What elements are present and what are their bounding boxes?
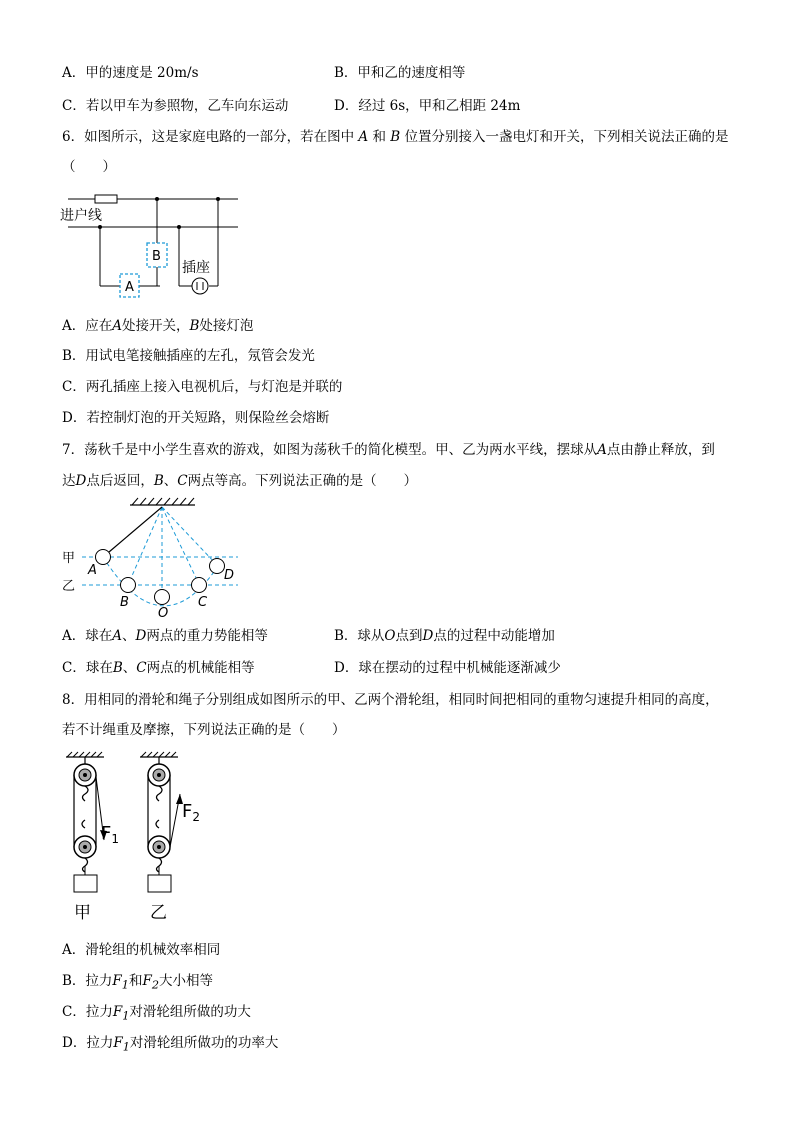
label-point-d: D xyxy=(224,568,235,583)
socket-label: 插座 xyxy=(182,260,210,276)
q6-option-d: D．若控制灯泡的开关短路，则保险丝会熔断 xyxy=(62,410,330,426)
q8-option-a: A．滑轮组的机械效率相同 xyxy=(62,942,221,958)
weight-yi xyxy=(148,875,171,892)
q6-stem: 6．如图所示，这是家庭电路的一部分，若在图中 A 和 B 位置分别接入一盏电灯和开关，下列相关说法正确的是 xyxy=(62,129,729,145)
pulley-jia-label: 甲 xyxy=(74,903,91,923)
label-point-b: B xyxy=(120,595,129,610)
q7-option-a: A．球在A、D两点的重力势能相等 xyxy=(62,628,268,644)
pulley-yi-label: 乙 xyxy=(150,903,167,923)
q6-option-c: C．两孔插座上接入电视机后，与灯泡是并联的 xyxy=(62,379,343,395)
label-point-c: C xyxy=(198,595,208,610)
weight-jia xyxy=(74,875,97,892)
incoming-line-label: 进户线 xyxy=(60,208,102,224)
q8-stem-line1: 8．用相同的滑轮和绳子分别组成如图所示的甲、乙两个滑轮组，相同时间把相同的重物匀速提升相同的高度， xyxy=(62,692,719,708)
label-b: B xyxy=(152,249,161,264)
line-jia-label: 甲 xyxy=(62,551,76,566)
line-yi-label: 乙 xyxy=(62,579,76,594)
q7-stem-line1: 7．荡秋千是中小学生喜欢的游戏，如图为荡秋千的简化模型。甲、乙为两水平线，摆球从A点由静止释放，到 xyxy=(62,442,715,458)
q5-option-b: B．甲和乙的速度相等 xyxy=(334,65,466,81)
force-f1-label: $F_1$ xyxy=(101,823,119,846)
q7-stem-line2: 达D点后返回，B、C两点等高。下列说法正确的是（ ） xyxy=(62,473,418,489)
q6-answer-paren: （ ） xyxy=(62,159,116,175)
q8-option-b: B．拉力$F_1$和$F_2$大小相等 xyxy=(62,973,214,992)
label-point-a: A xyxy=(88,563,97,578)
force-f2-label: $F_2$ xyxy=(182,801,200,824)
q6-option-a: A．应在A处接开关，B处接灯泡 xyxy=(62,318,254,334)
q8-stem-line2: 若不计绳重及摩擦，下列说法正确的是（ ） xyxy=(62,722,346,738)
label-point-o: O xyxy=(158,606,169,621)
q5-option-c: C．若以甲车为参照物，乙车向东运动 xyxy=(62,98,289,114)
q8-option-c: C．拉力$F_1$对滑轮组所做的功大 xyxy=(62,1004,251,1023)
q7-option-b: B．球从O点到D点的过程中动能增加 xyxy=(334,628,555,644)
q7-option-c: C．球在B、C两点的机械能相等 xyxy=(62,660,255,676)
q5-option-a: A．甲的速度是 20m/s xyxy=(62,65,199,81)
q8-option-d: D．拉力$F_1$对滑轮组所做功的功率大 xyxy=(62,1035,279,1054)
q5-option-d: D．经过 6s，甲和乙相距 24m xyxy=(334,98,521,114)
q7-option-d: D．球在摆动的过程中机械能逐渐减少 xyxy=(334,660,561,676)
label-a: A xyxy=(125,280,134,295)
q6-option-b: B．用试电笔接触插座的左孔，氖管会发光 xyxy=(62,348,315,364)
